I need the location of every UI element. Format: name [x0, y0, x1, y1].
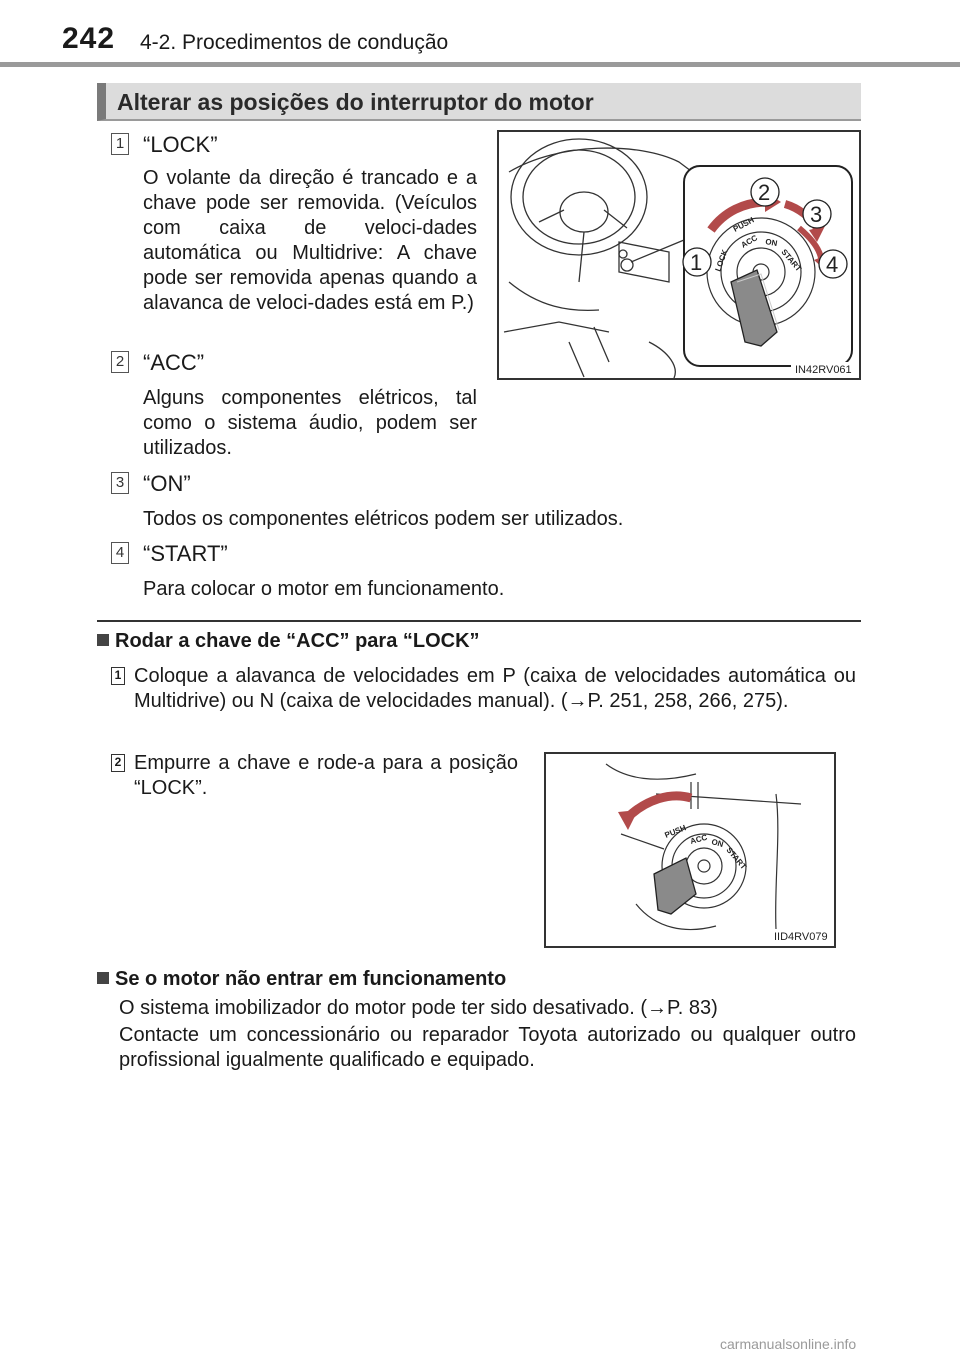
position-number-1: 1	[111, 133, 129, 155]
key-rotation-figure	[544, 752, 836, 948]
fig2-label-on: ON	[710, 837, 725, 850]
bullet-square-icon	[97, 634, 109, 646]
bullet-square-icon	[97, 972, 109, 984]
callout-1: 1	[690, 250, 703, 275]
position-number-2: 2	[111, 351, 129, 373]
header-rule	[0, 62, 960, 67]
step-text-1: Coloque a alavanca de velocidades em P (caixa de velocidades automática ou Multidrive) ou N (caixa de velocidades manual). (→P. 251, 258, 266, 275).	[134, 665, 856, 712]
step-text-2: Empurre a chave e rode-a para a posição “LOCK”.	[134, 752, 518, 799]
position-label-start: “START”	[143, 541, 228, 566]
dealer-contact-note: Contacte um concessionário ou reparador Toyota autorizado ou qualquer outro profissional igualmente qualificado e equipado.	[119, 1024, 856, 1071]
position-label-acc: “ACC”	[143, 350, 205, 375]
step-number-1: 1	[111, 667, 125, 685]
section-title: Alterar as posições do interruptor do motor	[97, 83, 861, 121]
switch-label-acc: ACC	[739, 233, 760, 250]
switch-label-push: PUSH	[731, 215, 756, 234]
section-divider	[97, 620, 861, 622]
ignition-switch-figure	[497, 130, 861, 380]
position-description-on: Todos os componentes elétricos podem ser utilizados.	[143, 508, 624, 530]
figure2-caption: IID4RV079	[774, 931, 828, 943]
step-number-2: 2	[111, 754, 125, 772]
switch-label-lock: LOCK	[713, 248, 730, 273]
switch-label-start: START	[779, 247, 804, 274]
immobilizer-note: O sistema imobilizador do motor pode ter sido desativado. (→P. 83)	[119, 997, 718, 1019]
watermark: carmanualsonline.info	[720, 1336, 857, 1352]
position-description-lock: O volante da direção é trancado e a chave pode ser removida. (Veículos com caixa de veloci-dades automática ou Multidrive: A chave pode ser removida apenas quando a alavanca de veloci-dades está em P.)	[143, 167, 477, 314]
ignition-switch-illustration	[499, 132, 859, 378]
subsection-heading-acc-to-lock	[97, 630, 480, 653]
position-description-start: Para colocar o motor em funcionamento.	[143, 578, 505, 600]
subsection-heading-engine-not-start	[97, 968, 506, 991]
position-label-lock: “LOCK”	[143, 132, 218, 157]
fig2-label-start: START	[724, 845, 749, 872]
callout-4: 4	[826, 252, 839, 277]
chapter-title: 4-2. Procedimentos de condução	[140, 31, 449, 54]
subsection-title-acc-to-lock: Rodar a chave de “ACC” para “LOCK”	[115, 630, 480, 652]
position-description-acc: Alguns componentes elétricos, tal como o sistema áudio, podem ser utilizados.	[143, 387, 477, 459]
position-label-on: “ON”	[143, 471, 191, 496]
fig2-rotation-arrow	[626, 796, 691, 819]
position-number-3: 3	[111, 472, 129, 494]
page-number: 242	[62, 22, 116, 55]
fig2-label-acc: ACC	[689, 832, 709, 846]
position-number-4: 4	[111, 542, 129, 564]
callout-3: 3	[810, 202, 823, 227]
switch-label-on: ON	[764, 237, 779, 249]
subsection-title-engine-not-start: Se o motor não entrar em funcionamento	[115, 968, 507, 990]
callout-2: 2	[758, 180, 771, 205]
key-rotation-illustration	[546, 754, 834, 946]
figure1-caption: IN42RV061	[795, 364, 852, 376]
fig2-label-push: PUSH	[663, 823, 688, 840]
